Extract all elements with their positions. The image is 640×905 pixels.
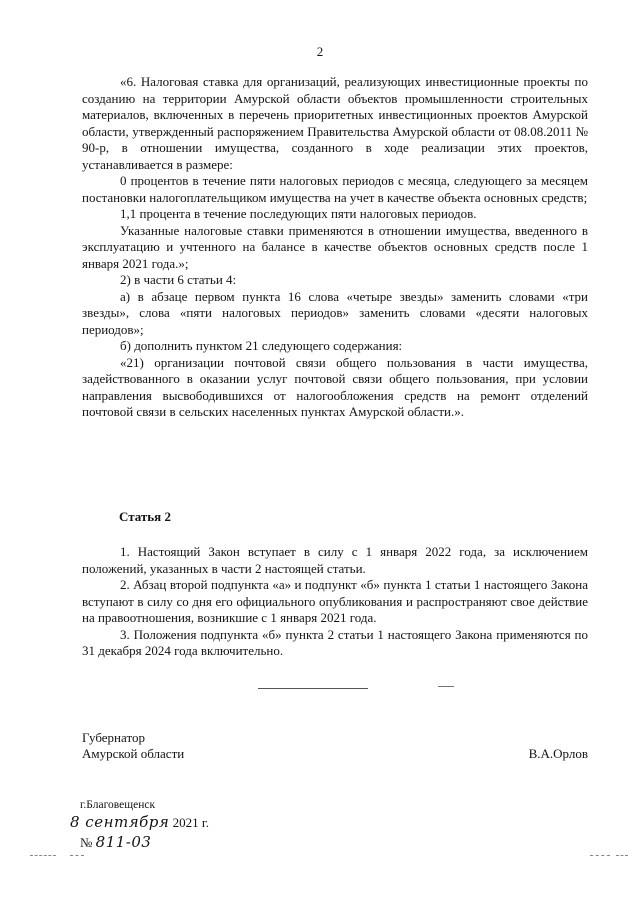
paragraph-tax-rate: «6. Налоговая ставка для организаций, реализующих инвестиционные проекты по созданию на территории Амурской области объектов промышленности строительных материалов, включенных в перечень приоритетных инвестиционных проектов Амурской области, утвержденный распоряжением Правительства Амурской области от 08.08.2011 № 90-р, в отношении имущества, созданного в ходе реализации этих проектов, устанавливается в размере:	[82, 74, 588, 172]
paragraph-rates-applied: Указанные налоговые ставки применяются в отношении имущества, введенного в эксплуатацию и учтенного на балансе в качестве объектов основных средств после 1 января 2021 года.»;	[82, 222, 588, 271]
signing-date	[70, 813, 209, 831]
end-of-text-rule-tail	[438, 686, 454, 687]
article-2-point-2: 2. Абзац второй подпункта «а» и подпункт «б» пункта 1 статьи 1 настоящего Закона вступают в силу со дня его официального опубликования и распространяют свое действие на правоотношения, возникшие с 1 января 2021 года.	[82, 577, 588, 625]
handwritten-law-number: 811-03	[95, 833, 152, 851]
article-2-heading: Статья 2	[119, 509, 171, 524]
signatory-title	[82, 730, 184, 762]
signatory-name: В.А.Орлов	[528, 746, 588, 761]
paragraph-one-point-one-percent: 1,1 процента в течение последующих пяти налоговых периодов.	[120, 206, 477, 221]
signatory-title-line-1: Губернатор	[82, 730, 145, 745]
paragraph-subpoint-b: б) дополнить пунктом 21 следующего содержания:	[120, 338, 403, 353]
city-of-signing: г.Благовещенск	[80, 799, 156, 811]
article-2-point-3: 3. Положения подпункта «б» пункта 2 статьи 1 настоящего Закона применяются по 31 декабря 2024 года включительно.	[82, 626, 588, 658]
paragraph-zero-percent: 0 процентов в течение пяти налоговых периодов с месяца, следующего за месяцем постановки налогоплательщиком имущества на учет в качестве объекта основных средств;	[82, 173, 588, 205]
signatory-title-line-2: Амурской области	[82, 746, 185, 761]
number-sign: №	[80, 835, 93, 850]
law-number	[80, 833, 151, 851]
article-2-body	[82, 544, 588, 660]
article-1-continuation	[82, 74, 588, 421]
page-number: 2	[316, 44, 324, 59]
scan-artifact-marks	[0, 855, 640, 861]
article-2-point-1: 1. Настоящий Закон вступает в силу с 1 января 2022 года, за исключением положений, указанных в части 2 настоящей статьи.	[82, 544, 588, 576]
paragraph-point-21: «21) организации почтовой связи общего пользования в части имущества, задействованного в оказании услуг почтовой связи общего пользования, при условии направления высвободившихся от налогообложения средств на ремонт отделений почтовой связи в сельских населенных пунктах Амурской области.».	[82, 354, 588, 419]
end-of-text-rule	[258, 688, 368, 689]
handwritten-date: 8 сентября	[70, 813, 170, 831]
paragraph-subpoint-a: а) в абзаце первом пункта 16 слова «четыре звезды» заменить словами «три звезды», слова «пяти налоговых периодов» заменить словами «десяти налоговых периодов»;	[82, 288, 588, 337]
paragraph-part-6-article-4: 2) в части 6 статьи 4:	[120, 272, 237, 287]
date-year: 2021 г.	[172, 815, 209, 830]
